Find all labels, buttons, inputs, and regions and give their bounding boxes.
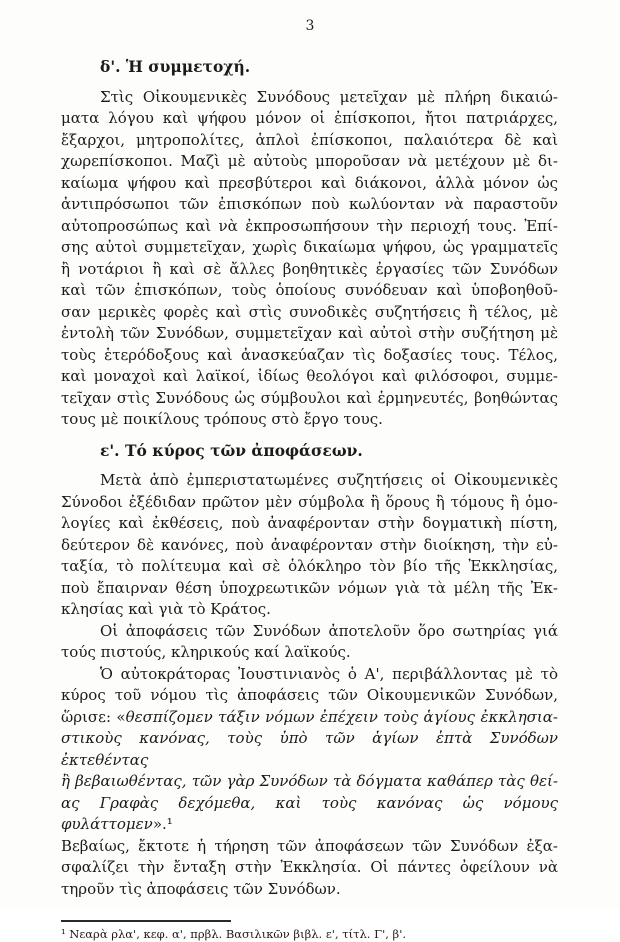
text-line (61, 388, 558, 410)
section (61, 56, 558, 431)
text-line (61, 857, 558, 879)
text-line (61, 556, 558, 578)
paragraph (61, 87, 558, 431)
text-line (61, 664, 558, 686)
text-segment: κλησίας καὶ γιὰ τὸ Κράτος. (61, 600, 271, 618)
text-line (61, 323, 558, 345)
text-line (61, 130, 558, 152)
text-segment: τοὺς ἑτερόδοξους καὶ ἀνασκεύαζαν τὶς δοξασίες τους. Τέλος, (61, 345, 558, 364)
text-line (61, 280, 558, 302)
text-line (61, 771, 558, 793)
text-line (61, 345, 558, 367)
text-line (61, 836, 558, 858)
text-segment: σης αὐτοὶ συμμετεῖχαν, χωρὶς δικαίωμα ψήφου, ὡς γραμματεῖς (61, 238, 558, 256)
text-line (61, 151, 558, 173)
text-line (61, 366, 558, 388)
text-segment: ἢ νοτάριοι ἢ καὶ σὲ ἄλλες βοηθητικὲς ἐργασίες τῶν Συνόδων (61, 259, 558, 278)
text-line (61, 879, 558, 901)
text-segment: ματα λόγου καὶ ψήφου μόνον οἱ ἐπίσκοποι, ἤτοι πατριάρχες, (61, 109, 558, 127)
text-segment: καὶ τῶν ἐπισκόπων, τοὺς ὁποίους συνόδευαν καὶ ὑποβοηθοῦ- (61, 281, 558, 299)
text-segment: ποὺ ἔπαιρναν θέση ὑποχρεωτικῶν νόμων γιὰ τὰ μέλη τῆς Ἐκ- (61, 578, 558, 597)
text-segment: σαν μερικὲς φορὲς καὶ στὶς συνοδικὲς συζητήσεις ἢ τέλος, μὲ (61, 302, 558, 321)
footnote-block (61, 920, 558, 942)
text-segment: ας Γραφὰς δεχόμεθα, καὶ τοὺς κανόνας ὡς νόμους φυλάττομεν (61, 793, 558, 833)
text-segment: Οἱ ἀποφάσεις τῶν Συνόδων ἀποτελοῦν ὅρο σωτηρίας γιά (100, 621, 558, 640)
text-segment: Στὶς Οἰκουμενικὲς Συνόδους μετεῖχαν μὲ πλήρη δικαιώ- (100, 87, 558, 106)
text-segment: ἢ βεβαιωθέντας, τῶν γὰρ Συνόδων τὰ δόγματα καθάπερ τὰς θεί- (61, 772, 558, 790)
text-segment: ἐντολὴ τῶν Συνόδων, συμμετεῖχαν καὶ αὐτοὶ στὴν συζήτηση μὲ (61, 324, 558, 342)
text-segment: αὐτοπροσώπως καὶ νὰ ἐκπροσωπήσουν τὴν περιοχή τους. Ἐπί- (61, 216, 558, 235)
text-segment: σφαλίζει τὴν ἔνταξη στὴν Ἐκκλησία. Οἱ πάντες ὀφείλουν νὰ (61, 858, 558, 876)
text-line (61, 108, 558, 130)
text-line (61, 470, 558, 492)
text-segment: στικοὺς κανόνας, τοὺς ὑπὸ τῶν ἁγίων ἑπτὰ Συνόδων ἐκτεθέντας (61, 729, 558, 769)
text-line (61, 728, 558, 771)
text-line (61, 599, 558, 621)
text-segment: κύρος τοῦ νόμου τὶς ἀποφάσεις τῶν Οἰκουμενικῶν Συνόδων, (61, 686, 558, 704)
text-line (61, 237, 558, 259)
page-number: 3 (305, 18, 315, 34)
text-segment: χωρεπίσκοποι. Μαζὶ μὲ αὐτοὺς μποροῦσαν νὰ μετέχουν μὲ δι- (61, 152, 558, 170)
footnote-text: ¹ Νεαρὰ ρλα', κεφ. α', πρβλ. Βασιλικῶν βιβλ. ε', τίτλ. Γ', β'. (61, 927, 407, 941)
text-line (61, 513, 558, 535)
text-segment: καὶ μοναχοὶ καὶ λαϊκοί, ἰδίως θεολόγοι καὶ φιλόσοφοι, συμμε- (61, 367, 558, 385)
text-segment: ἔξαρχοι, μητροπολίτες, ἁπλοὶ ἐπίσκοποι, παλαιότερα δὲ καὶ (61, 130, 558, 149)
text-segment: Μετὰ ἀπὸ ἐμπεριστατωμένες συζητήσεις οἱ Οἰκουμενικὲς (100, 471, 558, 489)
text-segment: ».¹ (152, 815, 173, 833)
text-segment: καίωμα ψήφου καὶ πρεσβύτεροι καὶ διάκονοι, ἀλλὰ μόνον ὡς (61, 173, 558, 192)
text-segment: Βεβαίως, ἔκτοτε ἡ τήρηση τῶν ἀποφάσεων τῶν Συνόδων ἐξα- (61, 836, 558, 855)
text-line (61, 707, 558, 729)
paragraph (61, 470, 558, 621)
text-line (61, 535, 558, 557)
text-line (61, 216, 558, 238)
text-line (61, 259, 558, 281)
text-segment: τεῖχαν στὶς Συνόδους ὡς σύμβουλοι καὶ ἑρμηνευτές, βοηθώντας (61, 388, 558, 407)
text-line (61, 578, 558, 600)
text-line (61, 194, 558, 216)
text-segment: τους μὲ ποικίλους τρόπους στὸ ἔργο τους. (61, 410, 383, 428)
text-segment: τηροῦν τὶς ἀποφάσεις τῶν Συνόδων. (61, 879, 341, 898)
paragraph (61, 664, 558, 901)
section (61, 440, 558, 901)
footnote-rule (61, 920, 231, 922)
text-segment: Ὁ αὐτοκράτορας Ἰουστινιανὸς ὁ Α', περιβάλλοντας μὲ τὸ (100, 664, 558, 683)
text-line (61, 492, 558, 514)
text-line (61, 642, 558, 664)
text-line (61, 302, 558, 324)
text-segment: τούς πιστούς, κληρικούς καί λαϊκούς. (61, 643, 351, 661)
text-segment: ἀντιπρόσωποι τῶν ἐπισκόπων ποὺ κωλύονταν νὰ παραστοῦν (61, 195, 558, 213)
text-line (61, 87, 558, 109)
text-segment: λογίες καὶ ἐκθέσεις, ποὺ ἀναφέρονταν στὴν δογματικὴ πίστη, (61, 514, 558, 532)
text-segment: ὥρισε: « (61, 707, 126, 726)
text-line (61, 173, 558, 195)
text-line (61, 621, 558, 643)
text-segment: δεύτερον δὲ κανόνες, ποὺ ἀναφέρονταν στὴν διοίκηση, τὴν εὐ- (61, 535, 558, 554)
paragraph (61, 621, 558, 664)
text-segment: ταξία, τὸ πολίτευμα καὶ σὲ ὁλόκληρο τὸν βίο τῆς Ἐκκλησίας, (61, 557, 558, 575)
text-line (61, 685, 558, 707)
text-segment: Σύνοδοι ἐξέδιδαν πρῶτον μὲν σύμβολα ἢ ὅρους ἢ τόμους ἢ ὁμο- (61, 492, 558, 511)
section-heading: δ'. Ἡ συμμετοχή. (100, 57, 251, 76)
text-line (61, 793, 558, 836)
text-segment: θεσπίζομεν τάξιν νόμων ἐπέχειν τοὺς ἁγίους ἐκκλησια- (125, 707, 559, 726)
section-heading: ε'. Τό κύρος τῶν ἀποφάσεων. (100, 440, 363, 460)
text-block (61, 56, 558, 900)
text-line (61, 409, 558, 431)
